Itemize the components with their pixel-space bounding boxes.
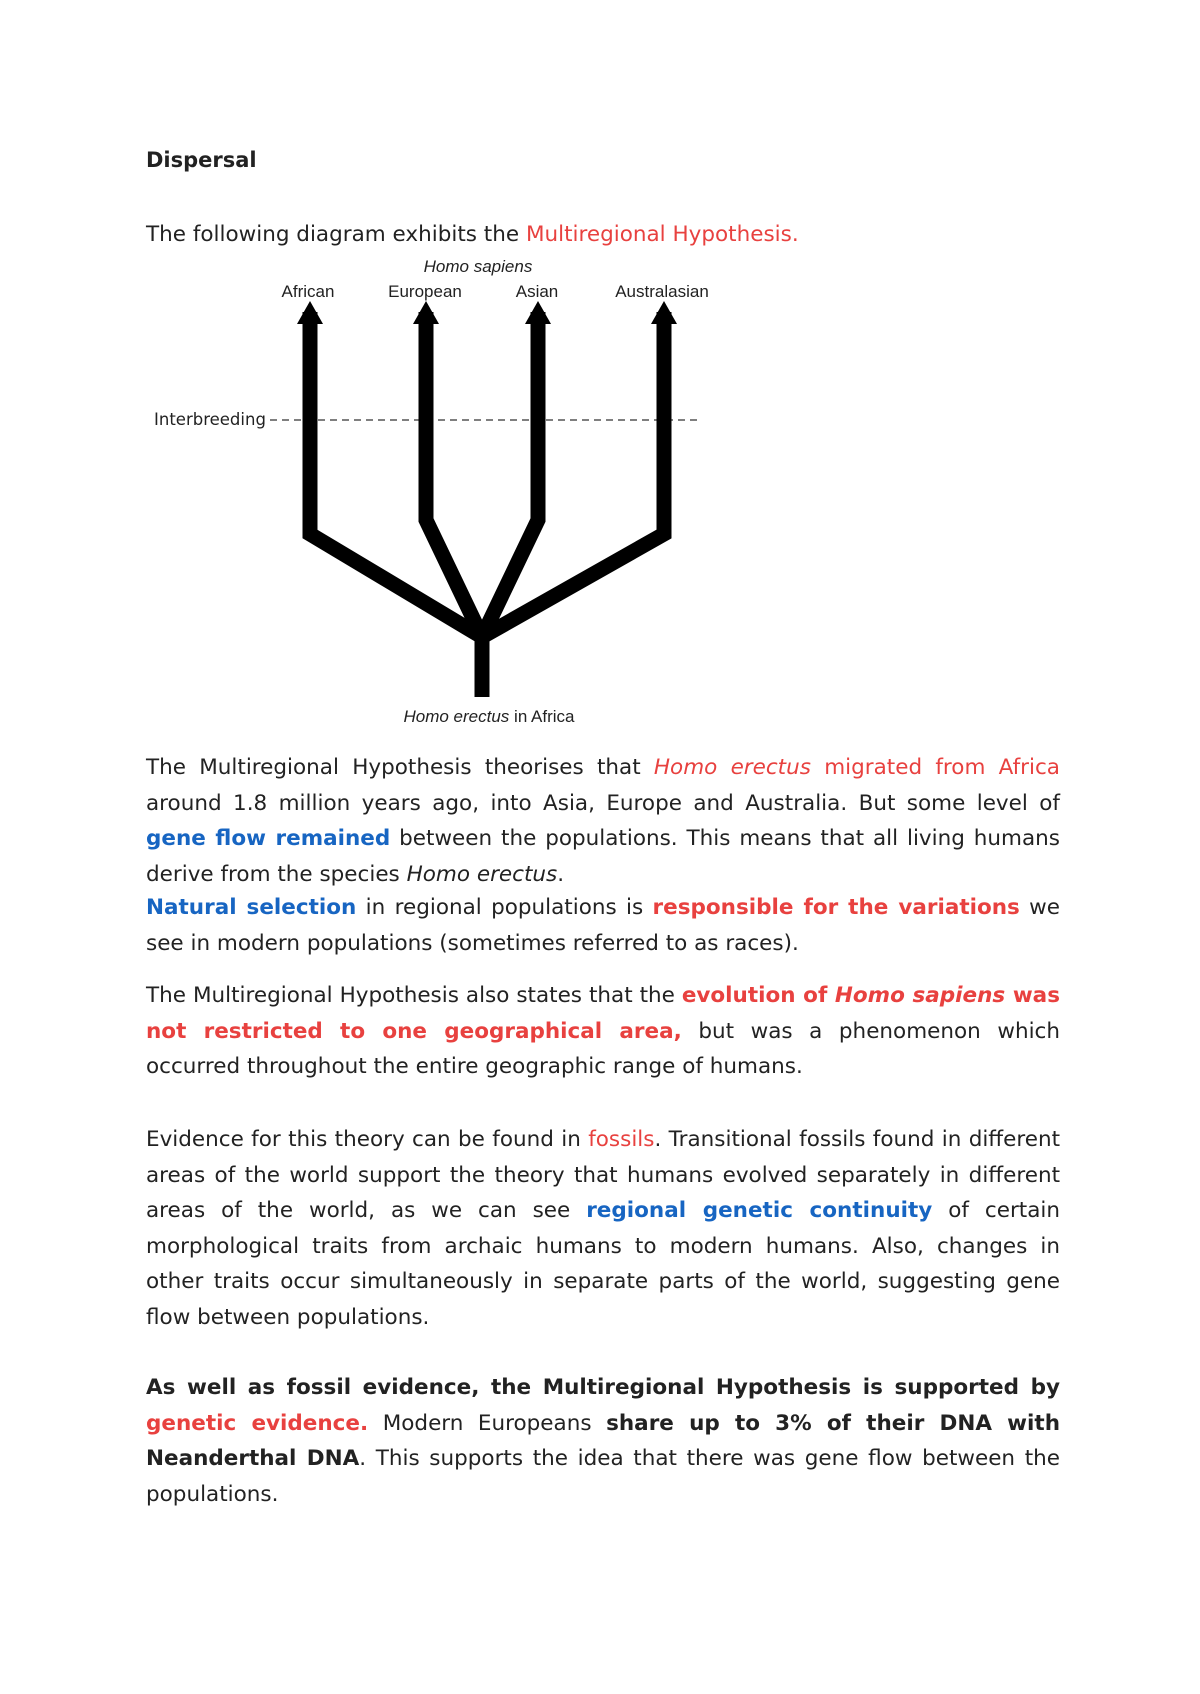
- highlight-variations: responsible for the variations: [652, 895, 1020, 920]
- species-label: Homo sapiens: [423, 257, 533, 276]
- highlight-homo-sapiens: Homo sapiens: [834, 983, 1006, 1008]
- text-span: we see in modern populations (sometimes referred to as races).: [146, 895, 1060, 956]
- text-italic-species: Homo erectus: [406, 861, 558, 887]
- multiregional-diagram: [140, 252, 720, 732]
- highlight-migrated: migrated from Africa: [810, 755, 1060, 780]
- branch-label-asian: Asian: [515, 282, 559, 301]
- highlight-fossils: fossils: [588, 1127, 655, 1152]
- text-bold: As well as fossil evidence, the Multiregional Hypothesis is supported by: [146, 1375, 1060, 1400]
- text-span: Evidence for this theory can be found in: [146, 1127, 589, 1152]
- highlight-gene-flow: gene flow remained: [146, 826, 391, 851]
- text-span: . This supports the idea that there was gene flow between the populations.: [146, 1446, 1060, 1507]
- highlight-not-restricted: was not restricted to one geographical area,: [146, 983, 1060, 1044]
- branch-label-australasian: Australasian: [615, 282, 709, 301]
- intro-highlight: Multiregional Hypothesis.: [525, 222, 799, 247]
- section-heading: Dispersal: [146, 148, 257, 172]
- text-span: but was a phenomenon which occurred throughout the entire geographic range of humans.: [146, 1018, 1060, 1079]
- highlight-natural-selection: Natural selection: [146, 895, 357, 920]
- paragraph-genetic-evidence: [146, 1370, 1060, 1512]
- arrowhead-european: [413, 301, 439, 324]
- highlight-genetic-continuity: regional genetic continuity: [586, 1198, 933, 1223]
- highlight-homo-erectus: Homo erectus: [653, 755, 811, 780]
- text-span: The Multiregional Hypothesis also states that the: [146, 983, 682, 1008]
- intro-text: The following diagram exhibits the: [146, 222, 526, 247]
- root-label-italic: Homo erectus: [403, 707, 510, 726]
- branch-european: [426, 312, 482, 637]
- arrowhead-australasian: [651, 301, 677, 324]
- root-label-rest: in Africa: [509, 707, 575, 726]
- paragraph-geography: [146, 978, 1060, 1085]
- text-span: between the populations. This means that all living humans derive from the species: [146, 826, 1060, 887]
- paragraph-theory: [146, 750, 1060, 892]
- text-span: around 1.8 million years ago, into Asia, Europe and Australia. But some level of: [146, 790, 1060, 816]
- text-span: in regional populations is: [356, 895, 653, 920]
- text-span: of certain morphological traits from archaic humans to modern humans. Also, changes in other traits occur simultaneously in separate parts of the world, suggesting gene flow between populations.: [146, 1198, 1060, 1330]
- tree-branches: [310, 312, 664, 697]
- arrowhead-asian: [525, 301, 551, 324]
- arrowhead-african: [297, 301, 323, 324]
- highlight-evolution: evolution of: [681, 983, 835, 1008]
- text-span: The Multiregional Hypothesis theorises that: [146, 755, 654, 780]
- text-span: Modern Europeans: [368, 1410, 607, 1436]
- arrowheads: [297, 301, 677, 324]
- paragraph-natural-selection: [146, 890, 1060, 961]
- highlight-genetic-evidence: genetic evidence.: [146, 1410, 369, 1436]
- text-span: .: [557, 861, 565, 887]
- branch-asian: [482, 312, 538, 637]
- branch-label-european: European: [388, 282, 462, 301]
- intro-sentence: [146, 220, 799, 250]
- paragraph-fossil-evidence: [146, 1122, 1060, 1335]
- text-span: . Transitional fossils found in different areas of the world support the theory that humans evolved separately in different areas of the world, as we can see: [146, 1127, 1061, 1223]
- branch-label-african: African: [281, 282, 335, 301]
- interbreeding-label: Interbreeding: [154, 410, 266, 429]
- text-bold-dna: share up to 3% of their DNA with Neanderthal DNA: [146, 1410, 1060, 1471]
- root-label: [403, 707, 575, 726]
